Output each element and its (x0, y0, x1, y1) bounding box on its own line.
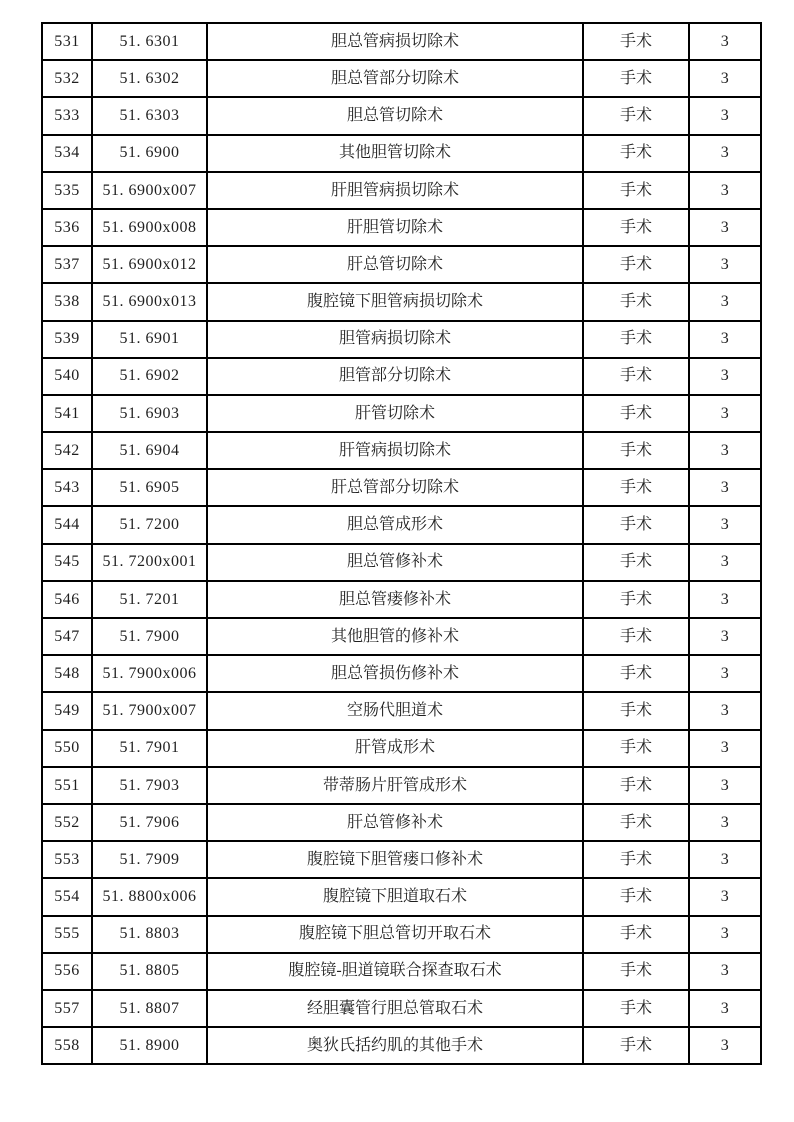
cell-name: 腹腔镜下胆总管切开取石术 (207, 916, 583, 953)
cell-level: 3 (689, 618, 761, 655)
cell-level: 3 (689, 23, 761, 60)
cell-name: 腹腔镜下胆管病损切除术 (207, 283, 583, 320)
cell-level: 3 (689, 246, 761, 283)
cell-category: 手术 (583, 209, 689, 246)
cell-name: 胆管部分切除术 (207, 358, 583, 395)
cell-category: 手术 (583, 692, 689, 729)
cell-category: 手术 (583, 135, 689, 172)
cell-code: 51. 7201 (92, 581, 207, 618)
cell-level: 3 (689, 767, 761, 804)
table-row (42, 97, 761, 134)
cell-code: 51. 6303 (92, 97, 207, 134)
cell-code: 51. 6905 (92, 469, 207, 506)
table-row (42, 172, 761, 209)
cell-category: 手术 (583, 97, 689, 134)
cell-seq: 537 (42, 246, 92, 283)
cell-code: 51. 8900 (92, 1027, 207, 1064)
cell-level: 3 (689, 544, 761, 581)
cell-seq: 534 (42, 135, 92, 172)
cell-name: 胆总管部分切除术 (207, 60, 583, 97)
table-row (42, 395, 761, 432)
cell-seq: 550 (42, 730, 92, 767)
cell-level: 3 (689, 60, 761, 97)
table-row (42, 544, 761, 581)
cell-category: 手术 (583, 469, 689, 506)
cell-code: 51. 6902 (92, 358, 207, 395)
cell-seq: 552 (42, 804, 92, 841)
cell-seq: 536 (42, 209, 92, 246)
cell-level: 3 (689, 395, 761, 432)
table-row (42, 60, 761, 97)
cell-level: 3 (689, 97, 761, 134)
cell-seq: 556 (42, 953, 92, 990)
cell-name: 胆总管病损切除术 (207, 23, 583, 60)
cell-seq: 558 (42, 1027, 92, 1064)
cell-category: 手术 (583, 804, 689, 841)
cell-level: 3 (689, 469, 761, 506)
procedure-table-body (42, 23, 761, 1064)
cell-category: 手术 (583, 618, 689, 655)
procedure-table (41, 22, 762, 1065)
cell-category: 手术 (583, 990, 689, 1027)
cell-seq: 554 (42, 878, 92, 915)
cell-level: 3 (689, 804, 761, 841)
cell-code: 51. 6900x007 (92, 172, 207, 209)
table-row (42, 730, 761, 767)
cell-code: 51. 6901 (92, 321, 207, 358)
cell-name: 胆总管瘘修补术 (207, 581, 583, 618)
cell-name: 胆总管成形术 (207, 506, 583, 543)
cell-code: 51. 7903 (92, 767, 207, 804)
cell-seq: 538 (42, 283, 92, 320)
cell-category: 手术 (583, 767, 689, 804)
cell-level: 3 (689, 172, 761, 209)
cell-name: 其他胆管的修补术 (207, 618, 583, 655)
cell-name: 胆总管修补术 (207, 544, 583, 581)
table-row (42, 692, 761, 729)
table-row (42, 878, 761, 915)
cell-code: 51. 6904 (92, 432, 207, 469)
cell-name: 胆管病损切除术 (207, 321, 583, 358)
table-row (42, 990, 761, 1027)
cell-category: 手术 (583, 60, 689, 97)
cell-seq: 546 (42, 581, 92, 618)
cell-name: 胆总管切除术 (207, 97, 583, 134)
cell-level: 3 (689, 321, 761, 358)
cell-seq: 551 (42, 767, 92, 804)
table-row (42, 321, 761, 358)
cell-code: 51. 8807 (92, 990, 207, 1027)
cell-level: 3 (689, 581, 761, 618)
table-row (42, 953, 761, 990)
cell-seq: 555 (42, 916, 92, 953)
cell-code: 51. 6900x013 (92, 283, 207, 320)
cell-code: 51. 8803 (92, 916, 207, 953)
cell-seq: 544 (42, 506, 92, 543)
cell-name: 肝总管修补术 (207, 804, 583, 841)
cell-category: 手术 (583, 432, 689, 469)
cell-code: 51. 6301 (92, 23, 207, 60)
cell-category: 手术 (583, 23, 689, 60)
cell-category: 手术 (583, 841, 689, 878)
cell-category: 手术 (583, 358, 689, 395)
cell-category: 手术 (583, 1027, 689, 1064)
cell-code: 51. 7909 (92, 841, 207, 878)
cell-category: 手术 (583, 544, 689, 581)
table-row (42, 506, 761, 543)
cell-name: 肝总管切除术 (207, 246, 583, 283)
cell-category: 手术 (583, 730, 689, 767)
cell-seq: 539 (42, 321, 92, 358)
cell-category: 手术 (583, 395, 689, 432)
cell-level: 3 (689, 730, 761, 767)
cell-code: 51. 6903 (92, 395, 207, 432)
cell-name: 肝管成形术 (207, 730, 583, 767)
cell-category: 手术 (583, 283, 689, 320)
cell-level: 3 (689, 953, 761, 990)
table-row (42, 283, 761, 320)
cell-seq: 531 (42, 23, 92, 60)
cell-code: 51. 7200 (92, 506, 207, 543)
table-row (42, 841, 761, 878)
cell-name: 腹腔镜-胆道镜联合探查取石术 (207, 953, 583, 990)
table-row (42, 469, 761, 506)
cell-code: 51. 6900x008 (92, 209, 207, 246)
cell-name: 其他胆管切除术 (207, 135, 583, 172)
cell-level: 3 (689, 432, 761, 469)
table-row (42, 209, 761, 246)
cell-code: 51. 8800x006 (92, 878, 207, 915)
cell-seq: 533 (42, 97, 92, 134)
cell-level: 3 (689, 841, 761, 878)
cell-level: 3 (689, 1027, 761, 1064)
cell-name: 腹腔镜下胆道取石术 (207, 878, 583, 915)
cell-level: 3 (689, 209, 761, 246)
cell-name: 腹腔镜下胆管瘘口修补术 (207, 841, 583, 878)
table-row (42, 246, 761, 283)
cell-category: 手术 (583, 953, 689, 990)
cell-name: 经胆囊管行胆总管取石术 (207, 990, 583, 1027)
cell-level: 3 (689, 283, 761, 320)
cell-name: 胆总管损伤修补术 (207, 655, 583, 692)
cell-name: 肝管病损切除术 (207, 432, 583, 469)
cell-seq: 548 (42, 655, 92, 692)
cell-level: 3 (689, 692, 761, 729)
table-row (42, 618, 761, 655)
cell-code: 51. 7906 (92, 804, 207, 841)
cell-category: 手术 (583, 655, 689, 692)
cell-category: 手术 (583, 246, 689, 283)
table-row (42, 1027, 761, 1064)
cell-code: 51. 7901 (92, 730, 207, 767)
cell-seq: 553 (42, 841, 92, 878)
table-row (42, 432, 761, 469)
cell-seq: 549 (42, 692, 92, 729)
cell-level: 3 (689, 135, 761, 172)
cell-level: 3 (689, 655, 761, 692)
cell-seq: 542 (42, 432, 92, 469)
cell-category: 手术 (583, 916, 689, 953)
cell-category: 手术 (583, 581, 689, 618)
cell-code: 51. 8805 (92, 953, 207, 990)
cell-code: 51. 6900 (92, 135, 207, 172)
cell-category: 手术 (583, 506, 689, 543)
cell-code: 51. 7200x001 (92, 544, 207, 581)
cell-code: 51. 6900x012 (92, 246, 207, 283)
cell-seq: 532 (42, 60, 92, 97)
cell-name: 肝总管部分切除术 (207, 469, 583, 506)
cell-code: 51. 7900x006 (92, 655, 207, 692)
cell-name: 带蒂肠片肝管成形术 (207, 767, 583, 804)
cell-name: 奥狄氏括约肌的其他手术 (207, 1027, 583, 1064)
cell-seq: 557 (42, 990, 92, 1027)
table-row (42, 916, 761, 953)
table-row (42, 581, 761, 618)
cell-seq: 545 (42, 544, 92, 581)
cell-level: 3 (689, 916, 761, 953)
table-row (42, 655, 761, 692)
table-row (42, 135, 761, 172)
cell-name: 肝胆管切除术 (207, 209, 583, 246)
cell-level: 3 (689, 878, 761, 915)
table-row (42, 23, 761, 60)
cell-name: 空肠代胆道术 (207, 692, 583, 729)
cell-name: 肝胆管病损切除术 (207, 172, 583, 209)
cell-seq: 543 (42, 469, 92, 506)
cell-category: 手术 (583, 172, 689, 209)
cell-seq: 547 (42, 618, 92, 655)
cell-level: 3 (689, 990, 761, 1027)
table-row (42, 804, 761, 841)
cell-category: 手术 (583, 878, 689, 915)
cell-level: 3 (689, 358, 761, 395)
cell-seq: 535 (42, 172, 92, 209)
table-row (42, 767, 761, 804)
cell-category: 手术 (583, 321, 689, 358)
table-row (42, 358, 761, 395)
cell-level: 3 (689, 506, 761, 543)
cell-name: 肝管切除术 (207, 395, 583, 432)
cell-code: 51. 6302 (92, 60, 207, 97)
cell-code: 51. 7900 (92, 618, 207, 655)
cell-seq: 540 (42, 358, 92, 395)
cell-seq: 541 (42, 395, 92, 432)
cell-code: 51. 7900x007 (92, 692, 207, 729)
